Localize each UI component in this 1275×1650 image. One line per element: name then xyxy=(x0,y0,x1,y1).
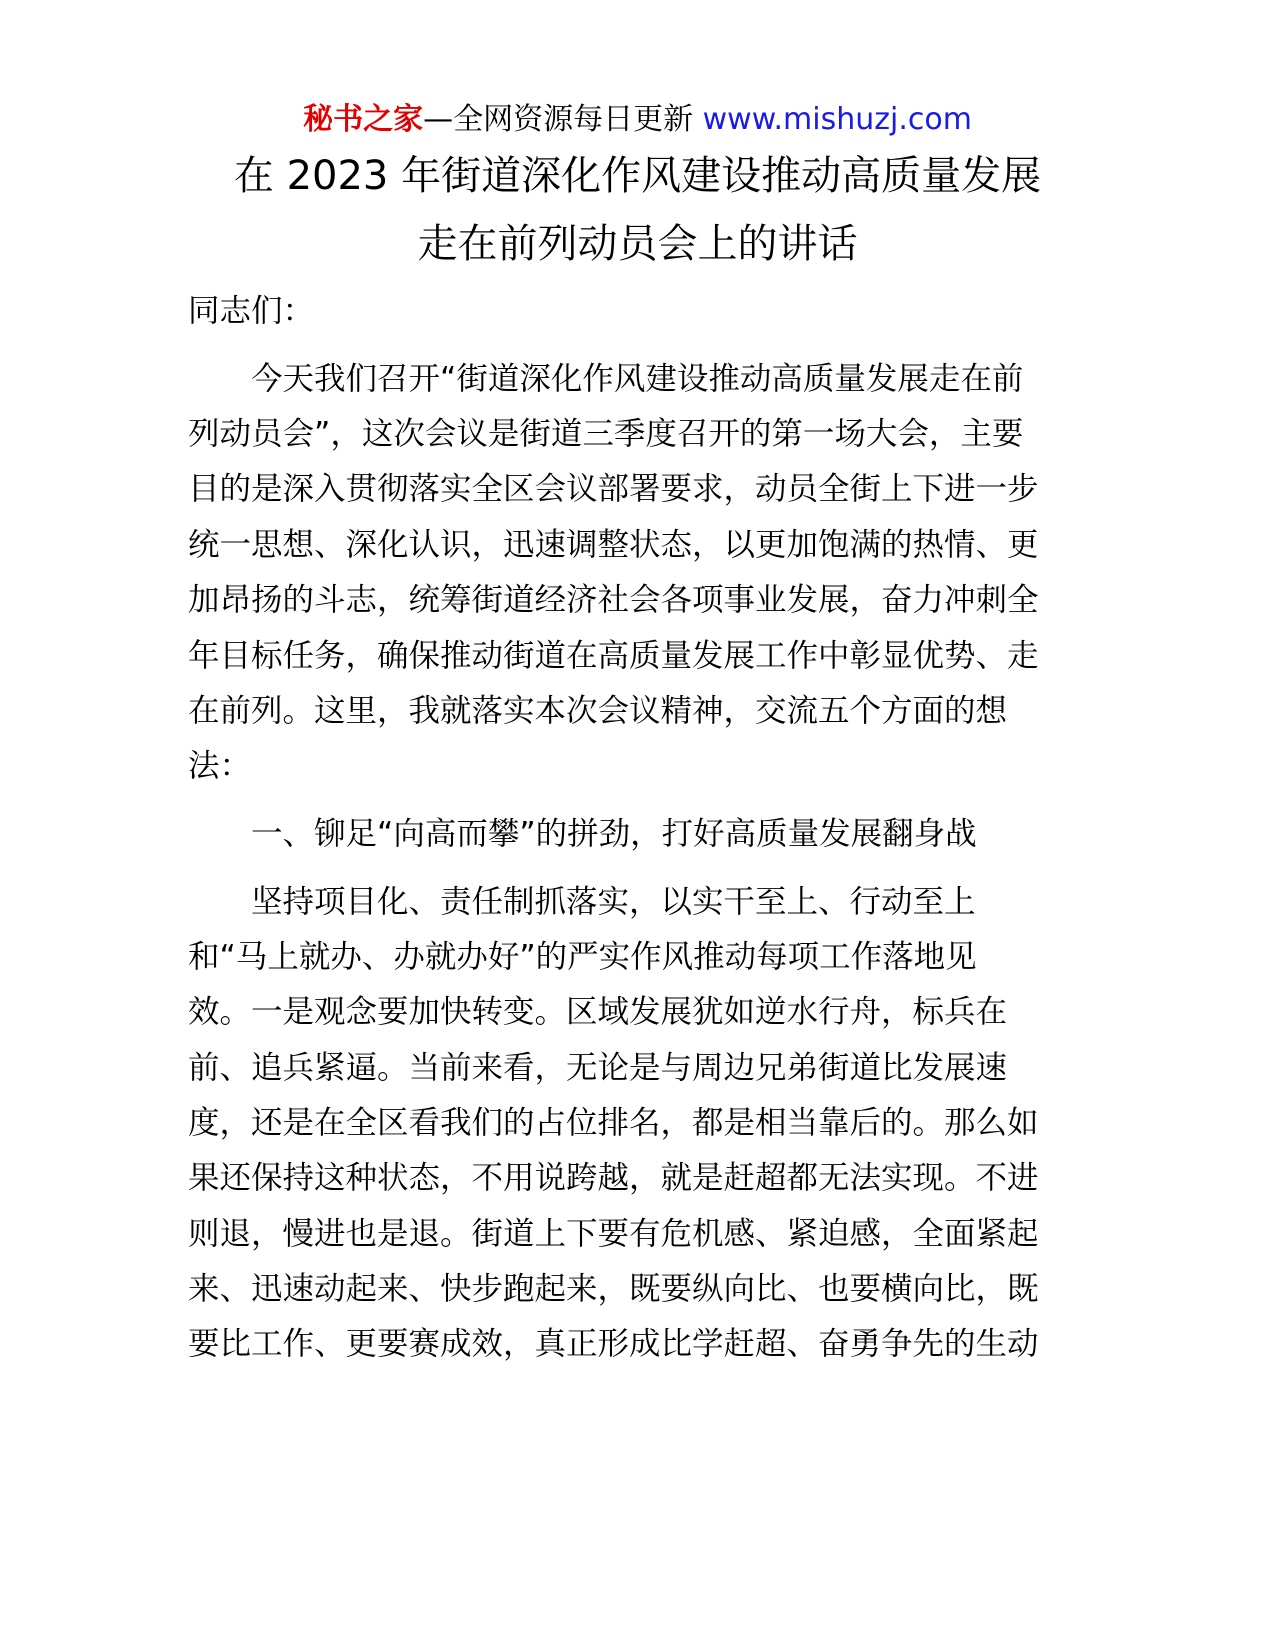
body-line: 度，还是在全区看我们的占位排名，都是相当靠后的。那么如 xyxy=(188,1105,1039,1141)
body-line: 在前列。这里，我就落实本次会议精神，交流五个方面的想 xyxy=(188,693,1008,729)
section-heading: 一、铆足“向高而攀”的拼劲，打好高质量发展翻身战 xyxy=(188,816,977,852)
body-line: 法： xyxy=(188,748,252,784)
document-title-line-1: 在 2023 年街道深化作风建设推动高质量发展 xyxy=(233,153,1042,199)
body-line: 今天我们召开“街道深化作风建设推动高质量发展走在前 xyxy=(188,361,1024,397)
body-line: 年目标任务，确保推动街道在高质量发展工作中彰显优势、走 xyxy=(188,638,1039,674)
site-url-link[interactable]: www.mishuzj.com xyxy=(702,102,972,137)
body-line: 要比工作、更要赛成效，真正形成比学赶超、奋勇争先的生动 xyxy=(188,1326,1039,1362)
body-line: 加昂扬的斗志，统筹街道经济社会各项事业发展，奋力冲刺全 xyxy=(188,582,1039,618)
body-line: 列动员会”，这次会议是街道三季度召开的第一场大会，主要 xyxy=(188,416,1024,452)
body-line: 果还保持这种状态，不用说跨越，就是赶超都无法实现。不进 xyxy=(188,1160,1039,1196)
body-line: 则退，慢进也是退。街道上下要有危机感、紧迫感，全面紧起 xyxy=(188,1216,1039,1252)
body-line: 来、迅速动起来、快步跑起来，既要纵向比、也要横向比，既 xyxy=(188,1271,1039,1307)
body-line: 效。一是观念要加快转变。区域发展犹如逆水行舟，标兵在 xyxy=(188,994,1008,1030)
site-header xyxy=(0,100,1275,140)
salutation: 同志们： xyxy=(188,293,315,329)
body-line: 和“马上就办、办就办好”的严实作风推动每项工作落地见 xyxy=(188,939,977,975)
body-line: 统一思想、深化认识，迅速调整状态，以更加饱满的热情、更 xyxy=(188,527,1039,563)
body-line: 目的是深入贯彻落实全区会议部署要求，动员全街上下进一步 xyxy=(188,471,1039,507)
document-title-line-2: 走在前列动员会上的讲话 xyxy=(417,221,858,267)
body-line: 坚持项目化、责任制抓落实，以实干至上、行动至上 xyxy=(188,884,976,920)
brand-name: 秘书之家 xyxy=(303,102,424,137)
header-tagline: —全网资源每日更新 xyxy=(423,102,694,137)
body-line: 前、追兵紧逼。当前来看，无论是与周边兄弟街道比发展速 xyxy=(188,1050,1008,1086)
